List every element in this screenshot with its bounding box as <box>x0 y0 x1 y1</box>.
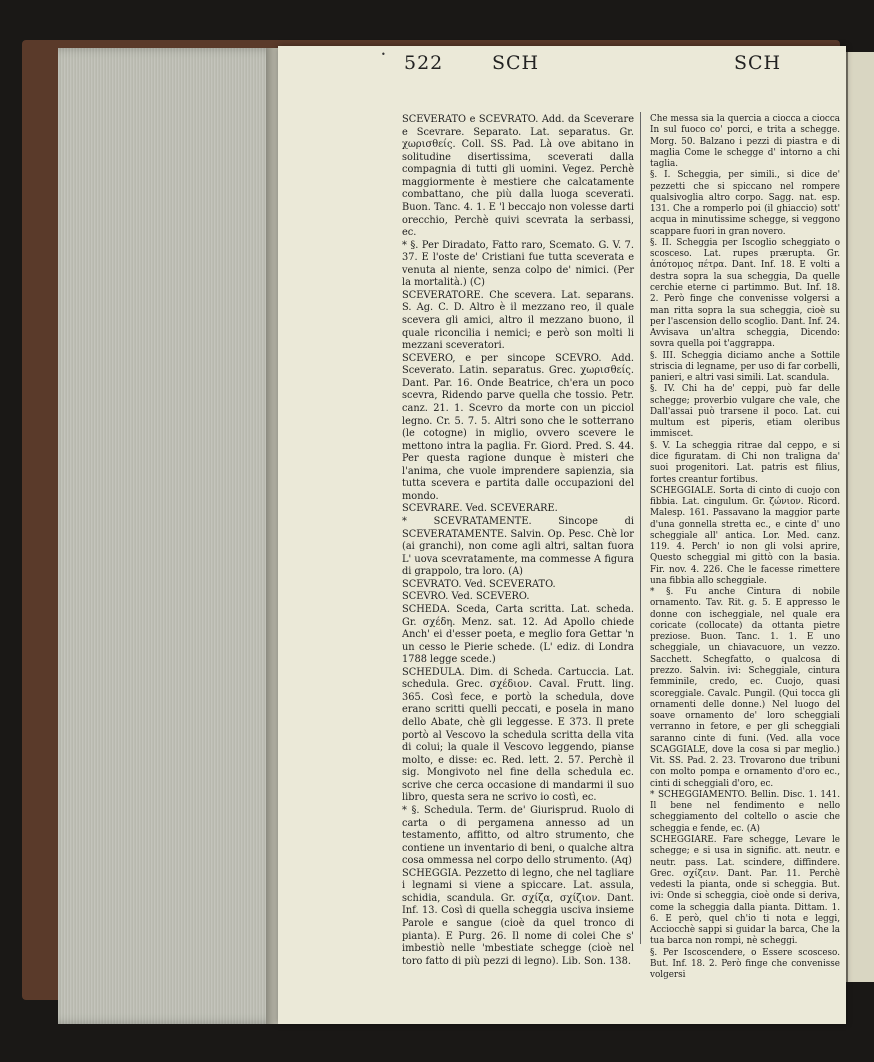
dictionary-entry: §. IV. Chi ha de' ceppi, può far delle schegge; proverbio vulgare che vale, che Dall'assai può trarsene il poco. Lat. cui multum est piperis, etiam oleribus immiscet. <box>650 384 840 440</box>
dictionary-entry: SCHEGGIA. Pezzetto di legno, che nel tagliare i legnami si viene a spiccare. Lat. assula, schidia, scandula. Gr. σχίζα, σχίζιον. Dant. Inf. 13. Così di quella scheggia usciva insieme Parole e sangue (cioè da quel tronco di pianta). E Purg. 26. Il nome di colei Che s' imbestiò nelle 'mbestiate schegge (cioè nel toro fatto di più pezzi di legno). Lib. Son. 138. <box>402 867 634 967</box>
dictionary-entry: * §. Fu anche Cintura di nobile ornamento. Tav. Rit. g. 5. E appresso le donne con ischeggiale, nel quale era coricate (collocate) da ottanta pietre preziose. Buon. Tanc. 1. 1. E uno scheggiale, un chiavacuore, un vezzo. Sacchett. Schegfatto, o qualcosa di prezzo. Salvin. ivi: Scheggiale, cintura femminile, credo, ec. Cuojo, quasi scoreggiale. Cavalc. Pungil. (Qui tocca gli ornamenti delle donne.) Nel luogo del soave ornamento de' loro scheggiali verranno in fetore, e per gli scheggiali saranno cinte di funi. (Ved. alla voce SCAGGIALE, dove la cosa si par meglio.) Vit. SS. Pad. 2. 23. Trovarono due tribuni con molto pompa e ornamento d'oro ec., cinti di scheggiali d'oro, ec. <box>650 587 840 789</box>
dictionary-entry: SCEVERO, e per sincope SCEVRO. Add. Sceverato. Latin. separatus. Grec. χωρισθείς. Dant. Par. 16. Onde Beatrice, ch'era un poco scevra, Ridendo parve quella che tossio. Petr. canz. 21. 1. Scevro da morte con un picciol legno. Cr. 5. 7. 5. Altri sono che le sotterrano (le cotogne) in miglio, ovvero scevere le mettono intra la paglia. Fr. Giord. Pred. S. 44. Per questa ragione dunque è misteri che l'anima, che vuole imprendere sapienzia, sia tutta scevera e partita dalle occupazioni del mondo. <box>402 352 634 502</box>
dictionary-entry: §. III. Scheggia diciamo anche a Sottile striscia di legname, per uso di far corbelli, panieri, e altri vasi simili. Lat. scandula. <box>650 350 840 384</box>
column-divider <box>640 112 641 944</box>
dictionary-entry: * §. Per Diradato, Fatto raro, Scemato. G. V. 7. 37. E l'oste de' Cristiani fue tutta sceverata e venuta al niente, senza colpo de' nimici. (Per la mortalità.) (C) <box>402 239 634 289</box>
dictionary-entry: SCEVERATORE. Che scevera. Lat. separans. S. Ag. C. D. Altro è il mezzano reo, il quale scevera gli amici, altro il mezzano buono, il quale riconcilia i nemici; e però son molti li mezzani sceveratori. <box>402 289 634 352</box>
facing-page-edge <box>846 52 874 982</box>
dictionary-entry: SCEVRATO. Ved. SCEVERATO. <box>402 578 556 590</box>
dictionary-entry: §. II. Scheggia per Iscoglio scheggiato o scosceso. Lat. rupes prærupta. Gr. ἀπότομος πέτρα. Dant. Inf. 18. E volti a destra sopra la sua scheggia, Da quelle cerchie eterne ci partimmo. But. Inf. 18. 2. Però finge che convenisse volgersi a man ritta sopra la sua scheggia, cioè su per l'ascension dello scoglio. Dant. Inf. 24. Avvisava un'altra scheggia, Dicendo: sovra quella poi t'aggrappa. <box>650 237 840 350</box>
dictionary-entry: §. Per Iscoscendere, o Essere scosceso. But. Inf. 18. 2. Però finge che convenisse volgersi <box>650 947 840 981</box>
running-head-right: SCH <box>734 52 782 74</box>
dictionary-entry: SCHEGGIALE. Sorta di cinto di cuojo con fibbia. Lat. cingulum. Gr. ζώνιον. Ricord. Malesp. 161. Passavano la maggior parte d'una gonnella stretta ec., e cinte d' uno scheggiale all' antica. Lor. Med. canz. 119. 4. Perch' io non gli volsi aprire, Questo scheggial mi gittò con la basia. Fir. nov. 4. 226. Che le facesse rimettere una fibbia allo scheggiale. <box>650 485 840 586</box>
dictionary-entry: SCHEGGIARE. Fare schegge, Levare le schegge; e si usa in signific. att. neutr. e neutr. pass. Lat. scindere, diffindere. Grec. σχίζειν. Dant. Par. 11. Perchè vedesti la pianta, onde si scheggia. But. ivi: Onde si scheggia, cioè onde si deriva, come la scheggia dalla pianta. Dittam. 1. 6. E però, quel ch'io ti nota e leggi, Acciocchè sappi si guidar la barca, Che la tua barca non rompi, nè scheggi. <box>650 835 840 947</box>
dictionary-entry: §. I. Scheggia, per simili., si dice de' pezzetti che si spiccano nel rompere qualsivoglia altro corpo. Sagg. nat. esp. 131. Che a romperlo poi (il ghiaccio) sott' acqua in minutissime schegge, si veggono scappare fuori in gran novero. <box>650 170 840 237</box>
dictionary-entry: SCHEDA. Sceda, Carta scritta. Lat. scheda. Gr. σχέδη. Menz. sat. 12. Ad Apollo chiede Anch' ei d'esser poeta, e meglio fora Gettar 'n un cesso le Pierie schede. (L' ediz. di Londra 1788 legge scede.) <box>402 603 634 666</box>
dictionary-entry: * §. Schedula. Term. de' Giurisprud. Ruolo di carta o di pergamena annesso ad un testamento, affitto, od altro strumento, che contiene un inventario di beni, o qualche altra cosa ommessa nel corpo dello strumento. (Aq) <box>402 804 634 867</box>
page-mark: • <box>381 50 386 59</box>
dictionary-entry: Che messa sia la quercia a ciocca a ciocca In sul fuoco co' porci, e trita a schegge. Morg. 50. Balzano i pezzi di piastra e di maglia Come le schegge d' intorno a chi taglia. <box>650 114 840 170</box>
dictionary-entry: * SCHEGGIAMENTO. Bellin. Disc. 1. 141. Il bene nel fendimento e nello scheggiamento del coltello o ascie che scheggia e fende, ec. (A) <box>650 789 840 834</box>
running-head-left: SCH <box>492 52 540 74</box>
page-number: 522 <box>404 52 444 74</box>
dictionary-entry: SCHEDULA. Dim. di Scheda. Cartuccia. Lat. schedula. Grec. σχέδιον. Caval. Frutt. ling. 365. Così fece, e portò la schedula, dove erano scritti quelli peccati, e posela in mano dello Abate, chè gli leggesse. E 373. Il prete portò al Vescovo la schedula scritta della vita di colui; la quale il Vescovo leggendo, pianse molto, e disse: ec. Red. lett. 2. 57. Perchè il sig. Mongivoto nel fine della schedula ec. scrive che cerca occasione di mandarmi il suo libro, questa sera ne scrivo io costì, ec. <box>402 666 634 804</box>
dictionary-entry: SCEVRO. Ved. SCEVERO. <box>402 591 530 603</box>
dictionary-entry: * SCEVRATAMENTE. Sincope di SCEVERATAMENTE. Salvin. Op. Pesc. Chè lor (ai granchi), non come agli altri, saltan fuora L' uova scevratamente, ma commesse A figura di grappolo, tra loro. (A) <box>402 516 634 578</box>
right-column <box>650 114 840 981</box>
left-column <box>402 114 634 968</box>
page-edges <box>58 48 282 1024</box>
dictionary-entry: SCEVRARE. Ved. SCEVERARE. <box>402 503 558 515</box>
dictionary-entry: SCEVERATO e SCEVRATO. Add. da Sceverare e Scevrare. Separato. Lat. separatus. Gr. χωρισθείς. Coll. SS. Pad. Là ove abitano in solitudine disertissima, sceverati dalla compagnia di tutti gli uomini. Vegez. Perchè maggiormente è mestiere che calcatamente combattano, che più dalla luoga sceverati. Buon. Tanc. 4. 1. E 'l beccajo non volesse darti orecchio, Perchè quivi scevrata la serbassi, ec. <box>402 114 634 239</box>
dictionary-entry: §. V. La scheggia ritrae dal ceppo, e si dice figuratam. di Chi non traligna da' suoi progenitori. Lat. patris est filius, fortes creantur fortibus. <box>650 440 840 485</box>
